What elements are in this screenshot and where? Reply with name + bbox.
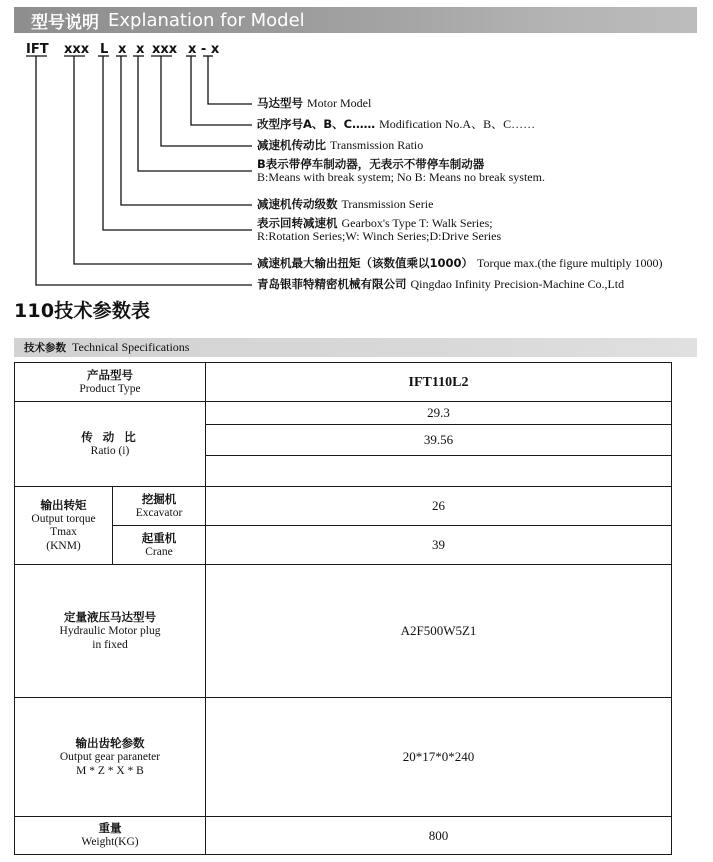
legend-item-7 [257,278,624,291]
legend-en-7: Qingdao Infinity Precision-Machine Co.,Ltd [410,277,625,291]
ratio-en: Ratio (i) [90,444,130,457]
torque-en: Output torque [31,512,96,525]
cell-product-type-value [206,363,672,402]
legend-cn-1: 改型序号A、B、C…… [257,117,376,131]
legend-en-0: Motor Model [307,96,372,110]
excavator-en: Excavator [135,506,183,519]
cell-excavator-label [113,487,206,526]
model-code-diagram [0,38,713,291]
crane-en: Crane [145,545,173,558]
legend-cn-3: B表示带停车制动器，无表示不带停车制动器 [257,157,485,171]
product-type-en: Product Type [79,382,141,395]
technical-specifications-table [14,362,672,855]
legend-item-2 [257,139,423,152]
table-row-torque-excavator [15,487,672,526]
cell-ratio-value-2 [206,456,672,487]
torque-cn: 输出转矩 [40,497,87,512]
legend-cn-7: 青岛银菲特精密机械有限公司 [257,277,407,291]
legend-en-1: Modification No.A、B、C…… [379,117,536,131]
page-title: 110技术参数表 [14,300,151,322]
table-row-output-gear [15,698,672,817]
spec-subtitle-bar [14,338,697,357]
legend-en-5: Gearbox's Type T: Walk Series; [341,216,493,230]
weight-en: Weight(KG) [81,836,139,849]
legend-item-1 [257,118,535,131]
table-row-hydraulic-motor [15,565,672,698]
ratio-cn: 传 动 比 [81,429,139,444]
cell-gear-value [206,698,672,817]
section-header-bar [14,7,697,33]
table-row-weight [15,817,672,855]
model-code-char-2: L [100,42,109,57]
motor-cn: 定量液压马达型号 [64,610,156,624]
legend-cn-4: 减速机传动级数 [257,197,338,211]
crane-value: 39 [432,537,445,552]
legend-en-4: Transmission Serie [341,197,434,211]
torque-en2: Tmax [50,526,77,539]
weight-cn: 重量 [98,821,122,836]
table-row-ratio-1 [15,402,672,425]
model-code-char-5: xxx [152,42,178,57]
model-code-char-3: x [118,42,127,57]
cell-ratio-value-0 [206,402,672,425]
spec-subtitle-en: Technical Specifications [72,340,190,354]
weight-value: 800 [428,827,449,843]
cell-gear-label [15,698,206,817]
section-title-en: Explanation for Model [108,9,305,31]
crane-cn: 起重机 [141,530,177,545]
product-type-cn: 产品型号 [87,367,133,382]
product-type-value: IFT110L2 [408,375,469,390]
legend-cn-2: 减速机传动比 [257,138,326,152]
cell-torque-label [15,487,113,565]
legend-cn-0: 马达型号 [257,96,303,110]
table-row-torque-crane [15,526,672,565]
excavator-cn: 挖掘机 [141,491,177,506]
motor-en: Hydraulic Motor plug [59,625,161,637]
excavator-value: 26 [432,498,445,513]
gear-value: 20*17*0*240 [402,749,475,764]
model-code-char-1: xxx [64,42,90,57]
gear-en: Output gear paraneter [59,751,161,763]
cell-motor-value [206,565,672,698]
cell-crane-label [113,526,206,565]
legend-en-2: Transmission Ratio [330,138,424,152]
legend-item-5 [257,217,501,242]
legend-item-6 [257,257,662,270]
cell-weight-value [206,817,672,855]
table-row-product-type [15,363,672,402]
motor-value: A2F500W5Z1 [400,623,477,638]
cell-motor-label [15,565,206,698]
legend-sub-3: B:Means with break system; No B: Means no break system. [257,169,545,184]
cell-crane-value [206,526,672,565]
cell-product-type-label [15,363,206,402]
legend-cn-6: 减速机最大输出扭矩（该数值乘以1000） [257,256,474,270]
legend-item-3 [257,158,545,183]
model-code-char-6: x - x [188,42,220,57]
section-title-cn: 型号说明 [31,12,99,33]
torque-en3: (KNM) [46,539,81,552]
cell-ratio-label [15,402,206,487]
spec-subtitle-cn: 技术参数 [24,342,66,354]
legend-cn-5: 表示回转减速机 [257,216,338,230]
gear-cn: 输出齿轮参数 [75,736,145,750]
legend-item-0 [257,97,371,110]
legend-sub-5: R:Rotation Series;W: Winch Series;D:Drive Series [257,228,502,243]
gear-en2: M * Z * X * B [76,764,144,777]
motor-en2: in fixed [92,638,128,651]
legend-en-6: Torque max.(the figure multiply 1000) [477,256,663,270]
legend-item-4 [257,198,433,211]
cell-excavator-value [206,487,672,526]
model-code-char-4: x [136,42,145,57]
model-code-char-0: IFT [26,42,49,57]
ratio-value-0: 29.3 [427,405,450,420]
cell-ratio-value-1 [206,425,672,456]
ratio-value-1: 39.56 [423,432,454,447]
cell-weight-label [15,817,206,855]
